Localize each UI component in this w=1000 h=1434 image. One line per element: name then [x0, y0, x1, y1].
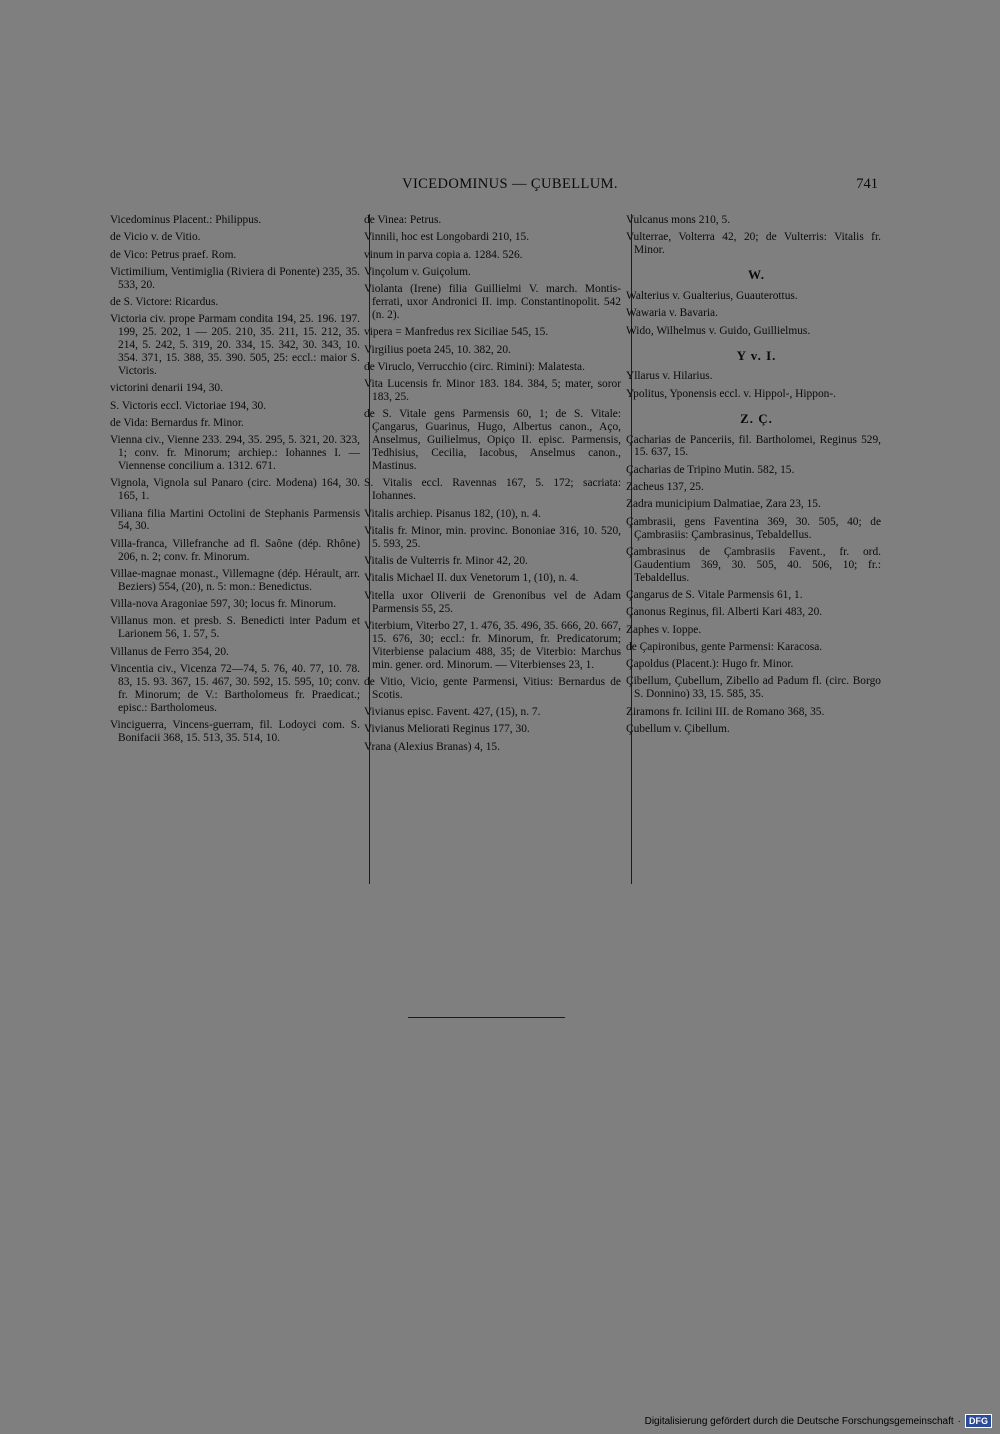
index-entry: de Vitio, Vicio, gente Parmensi, Vitius: Bernardus de Scotis. — [364, 675, 621, 701]
index-entry: Vicedominus Placent.: Philippus. — [110, 214, 262, 226]
index-entry: S. Vitalis eccl. Ravennas 167, 5. 172; sacriata: Iohannes. — [364, 477, 621, 503]
index-entry: Viliana filia Martini Octolini de Stephanis Parmensis 54, 30. — [110, 507, 360, 533]
index-entry: Villanus de Ferro 354, 20. — [110, 645, 229, 658]
index-entry: de Vico: Petrus praef. Rom. — [110, 248, 237, 261]
index-entry: Vivianus Meliorati Reginus 177, 30. — [364, 723, 530, 736]
index-entry: victorini denarii 194, 30. — [110, 382, 223, 395]
index-entry: Vulterrae, Volterra 42, 20; de Vulterris: Vitalis fr. Minor. — [626, 231, 881, 257]
index-entry: Vitalis de Vulterris fr. Minor 42, 20. — [364, 555, 528, 568]
section-heading-w: W. — [747, 267, 766, 283]
index-column-1 — [110, 214, 360, 749]
index-entry: S. Victoris eccl. Victoriae 194, 30. — [110, 399, 267, 412]
index-entry: Vienna civ., Vienne 233. 294, 35. 295, 5. 321, 20. 323, 1; conv. fr. Minorum; archiep.: Iohannes I. — Viennense concilium a. 1312. 671. — [110, 434, 360, 473]
index-entry: Violanta (Irene) filia Guillielmi V. march. Montis-ferrati, uxor Andronici II. imp. Constantinopolit. 542 (n. 2). — [364, 283, 621, 321]
index-entry: Çacharias de Tripino Mutin. 582, 15. — [626, 463, 795, 476]
index-entry: Villa-nova Aragoniae 597, 30; locus fr. Minorum. — [110, 598, 337, 611]
index-entry: Çubellum v. Çibellum. — [626, 722, 730, 735]
index-entry: Victimilium, Ventimiglia (Riviera di Ponente) 235, 35. 533, 20. — [110, 265, 360, 291]
index-column-3 — [626, 214, 881, 884]
section-heading-y: Y v. I. — [736, 347, 777, 363]
index-entry: Vinçolum v. Guiçolum. — [364, 265, 471, 278]
index-entry: Virgilius poeta 245, 10. 382, 20. — [364, 343, 511, 356]
index-entry: Zaphes v. Ioppe. — [626, 623, 702, 636]
index-entry: de Vinea: Petrus. — [364, 214, 442, 226]
index-entry: Çibellum, Çubellum, Zibello ad Padum fl. (circ. Borgo S. Donnino) 33, 15. 585, 35. — [626, 675, 881, 701]
index-entry: Zacheus 137, 25. — [626, 481, 704, 494]
index-entry: Yllarus v. Hilarius. — [626, 370, 713, 383]
index-entry: Viterbium, Viterbo 27, 1. 476, 35. 496, 35. 666, 20. 667, 15. 676, 30; eccl.: fr. Minorum, fr. Predicatorum; Viterbiense palacium 488, 35; de Viterbio: Marchus min. gener. ord. Minorum. — Viterbienses 23, 1. — [364, 619, 621, 671]
index-entry: Vitalis fr. Minor, min. provinc. Bononiae 316, 10. 520, 5. 593, 25. — [364, 524, 621, 550]
index-entry: Vinnili, hoc est Longobardi 210, 15. — [364, 231, 530, 244]
index-entry: Çambrasii, gens Faventina 369, 30. 505, 40; de Çambrasiis: Çambrasinus, Tebaldellus. — [626, 515, 881, 541]
index-entry: Vitalis Michael II. dux Venetorum 1, (10), n. 4. — [364, 572, 579, 585]
index-entry: Zadra municipium Dalmatiae, Zara 23, 15. — [626, 498, 821, 511]
index-entry: Vincentia civ., Vicenza 72—74, 5. 76, 40. 77, 10. 78. 83, 15. 93. 367, 15. 467, 30. 592, 15. 595, 10; conv. fr. Minorum; de V.: Bartholomeus fr. Praedicat.; episc.: Bartholomeus. — [110, 662, 360, 714]
index-entry: Vita Lucensis fr. Minor 183. 184. 384, 5; mater, soror 183, 25. — [364, 378, 621, 404]
index-entry: Ypolitus, Yponensis eccl. v. Hippol-, Hippon-. — [626, 387, 836, 400]
index-entry: vipera = Manfredus rex Siciliae 545, 15. — [364, 326, 549, 339]
index-entry: de S. Victore: Ricardus. — [110, 296, 219, 309]
dfg-logo-icon: DFG — [965, 1414, 992, 1428]
index-entry: Çambrasinus de Çambrasiis Favent., fr. ord. Gaudentium 369, 30. 505, 40. 506, 10; fr.: Tebaldellus. — [626, 545, 881, 584]
page-title: VICEDOMINUS — ÇUBELLUM. — [402, 176, 618, 192]
index-entry: de S. Vitale gens Parmensis 60, 1; de S. Vitale: Çangarus, Guarinus, Hugo, Albertus canon., Aço, Anselmus, Guilielmus, Opiço II. episc. Parmensis, Tedhisius, Cecilia, Iacobus, Anselmus canon., Mastinus. — [364, 408, 621, 473]
index-entry: de Vicio v. de Vitio. — [110, 231, 201, 244]
index-entry: Wawaria v. Bavaria. — [626, 307, 718, 320]
index-entry: Vinciguerra, Vincens-guerram, fil. Lodoyci com. S. Bonifacii 368, 15. 513, 35. 514, 10. — [110, 718, 360, 744]
index-entry: Wido, Wilhelmus v. Guido, Guillielmus. — [626, 324, 811, 337]
index-entry: Villa-franca, Villefranche ad fl. Saône (dép. Rhône) 206, n. 2; conv. fr. Minorum. — [110, 537, 360, 563]
index-entry: Vivianus episc. Favent. 427, (15), n. 7. — [364, 706, 541, 719]
index-entry: vinum in parva copia a. 1284. 526. — [364, 248, 523, 261]
index-entry: de Çapironibus, gente Parmensi: Karacosa. — [626, 640, 823, 653]
index-entry: Ziramons fr. Icilini III. de Romano 368, 35. — [626, 705, 825, 718]
index-entry: Çapoldus (Placent.): Hugo fr. Minor. — [626, 658, 794, 671]
page-number: 741 — [856, 176, 878, 192]
index-entry: Victoria civ. prope Parmam condita 194, 25. 196. 197. 199, 25. 202, 1 — 205. 210, 35. 211, 15. 212, 35. 214, 5. 242, 5. 319, 20. 334, 15. 342, 30. 343, 10. 354. 371, 15. 388, 35. 390. 505, 25: eccl.: maior S. Victoris. — [110, 313, 360, 378]
section-heading-z: Z. Ç. — [740, 410, 773, 426]
index-entry: de Vida: Bernardus fr. Minor. — [110, 416, 244, 429]
index-entry: Walterius v. Gualterius, Guauterottus. — [626, 290, 798, 303]
index-entry: Vrana (Alexius Branas) 4, 15. — [364, 740, 500, 753]
index-entry: Vitella uxor Oliverii de Grenonibus vel de Adam Parmensis 55, 25. — [364, 589, 621, 615]
footer-credit: Digitalisierung gefördert durch die Deutsche Forschungsgemeinschaft · DFG — [645, 1414, 992, 1428]
index-entry: Çacharias de Panceriis, fil. Bartholomei, Reginus 529, 15. 637, 15. — [626, 433, 881, 459]
index-entry: Villae-magnae monast., Villemagne (dép. Hérault, arr. Beziers) 554, (20), n. 5: mon.: Benedictus. — [110, 567, 360, 593]
footer-text: Digitalisierung gefördert durch die Deutsche Forschungsgemeinschaft — [644, 1415, 954, 1427]
index-column-2 — [364, 214, 621, 884]
index-entry: Villanus mon. et presb. S. Benedicti inter Padum et Larionem 56, 1. 57, 5. — [110, 615, 360, 641]
index-entry: Vignola, Vignola sul Panaro (circ. Modena) 164, 30. 165, 1. — [110, 477, 360, 503]
index-entry: Vitalis archiep. Pisanus 182, (10), n. 4. — [364, 507, 541, 520]
index-entry: de Viruclo, Verrucchio (circ. Rimini): Malatesta. — [364, 360, 585, 373]
index-entry: Çanonus Reginus, fil. Alberti Kari 483, 20. — [626, 606, 823, 619]
index-entry: Çangarus de S. Vitale Parmensis 61, 1. — [626, 588, 803, 601]
index-entry: Vulcanus mons 210, 5. — [626, 214, 731, 226]
closing-rule — [408, 1017, 565, 1018]
